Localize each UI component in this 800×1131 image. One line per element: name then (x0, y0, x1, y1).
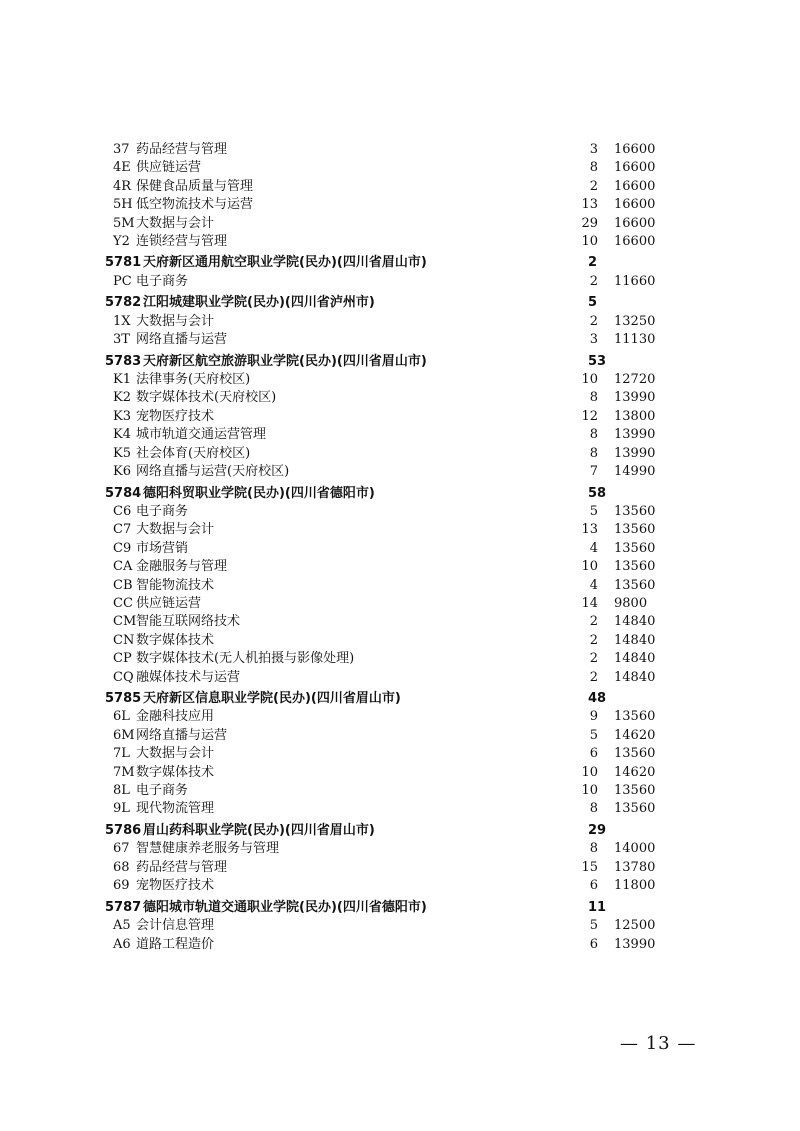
school-header (0, 690, 800, 708)
program-code: 69 (113, 878, 130, 894)
program-count: 13 (581, 197, 598, 213)
program-code: 5H (113, 197, 133, 213)
program-code: CP (113, 651, 132, 667)
program-count: 10 (581, 559, 598, 575)
program-count: 2 (589, 313, 598, 329)
page-number: — 13 — (620, 1033, 697, 1054)
program-row (0, 141, 800, 159)
program-row (0, 196, 800, 214)
program-row (0, 669, 800, 687)
school-name: 德阳城市轨道交通职业学院(民办)(四川省德阳市) (143, 899, 427, 915)
program-count: 2 (589, 651, 598, 667)
program-count: 8 (589, 445, 598, 461)
school-name: 天府新区信息职业学院(民办)(四川省眉山市) (143, 691, 401, 707)
program-count: 10 (581, 783, 598, 799)
program-name: 供应链运营 (136, 160, 202, 176)
program-name: 电子商务 (136, 273, 189, 289)
program-fee: 14000 (614, 841, 656, 857)
school-code: 5786 (105, 823, 142, 838)
program-row (0, 159, 800, 177)
program-fee: 13780 (614, 859, 656, 875)
school-header (0, 822, 800, 840)
program-name: 电子商务 (136, 783, 189, 799)
program-name: 大数据与会计 (136, 746, 215, 762)
program-fee: 13560 (614, 503, 656, 519)
program-row (0, 708, 800, 726)
school-code: 5784 (105, 485, 142, 501)
program-count: 2 (589, 632, 598, 648)
program-row (0, 859, 800, 877)
enrollment-plan-table (0, 141, 800, 954)
program-code: 68 (113, 859, 130, 875)
program-name: 宠物医疗技术 (136, 408, 215, 424)
program-count: 5 (589, 727, 598, 743)
school-code: 5787 (105, 899, 142, 915)
program-fee: 12500 (614, 918, 656, 934)
program-code: 5M (113, 215, 135, 231)
program-fee: 13560 (614, 540, 656, 556)
program-code: 8L (113, 783, 130, 799)
program-row (0, 595, 800, 613)
program-row (0, 558, 800, 576)
program-fee: 13560 (614, 522, 656, 538)
program-count: 8 (589, 160, 598, 176)
program-fee: 14990 (614, 464, 656, 480)
program-row (0, 650, 800, 668)
program-name: 网络直播与运营(天府校区) (136, 464, 290, 480)
program-code: K1 (113, 372, 131, 388)
program-row (0, 540, 800, 558)
program-count: 14 (581, 595, 598, 611)
school-count: 58 (588, 485, 607, 501)
program-code: CB (113, 577, 133, 593)
program-fee: 13560 (614, 801, 656, 817)
school-count: 2 (588, 255, 598, 271)
school-count: 53 (588, 353, 607, 369)
program-name: 道路工程造价 (136, 936, 215, 952)
program-code: CC (113, 595, 133, 611)
program-fee: 16600 (614, 197, 656, 213)
program-count: 5 (589, 503, 598, 519)
program-fee: 16600 (614, 215, 656, 231)
program-count: 7 (589, 464, 598, 480)
program-fee: 14620 (614, 727, 656, 743)
program-code: K5 (113, 445, 131, 461)
program-row (0, 764, 800, 782)
program-row (0, 178, 800, 196)
program-fee: 14620 (614, 764, 656, 780)
school-name: 天府新区航空旅游职业学院(民办)(四川省眉山市) (143, 353, 427, 369)
school-code: 5782 (105, 295, 142, 311)
program-row (0, 727, 800, 745)
program-code: A6 (113, 936, 131, 952)
program-fee: 11660 (614, 273, 656, 289)
program-fee: 13560 (614, 783, 656, 799)
program-name: 大数据与会计 (136, 522, 215, 538)
program-count: 12 (581, 408, 598, 424)
program-count: 6 (589, 746, 598, 762)
program-name: 会计信息管理 (136, 918, 215, 934)
program-row (0, 840, 800, 858)
program-row (0, 577, 800, 595)
program-row (0, 632, 800, 650)
program-name: 连锁经营与管理 (136, 233, 228, 249)
program-count: 6 (589, 936, 598, 952)
program-code: 1X (113, 313, 131, 329)
program-name: 数字媒体技术 (136, 764, 215, 780)
program-code: C6 (113, 503, 132, 519)
program-fee: 11130 (614, 332, 656, 348)
program-count: 2 (589, 178, 598, 194)
program-fee: 11800 (614, 878, 656, 894)
program-count: 10 (581, 372, 598, 388)
program-row (0, 331, 800, 349)
school-code: 5785 (105, 691, 142, 707)
program-name: 智能互联网络技术 (136, 614, 241, 630)
school-header (0, 899, 800, 917)
program-code: 6L (113, 709, 130, 725)
program-name: 大数据与会计 (136, 313, 215, 329)
program-fee: 14840 (614, 632, 656, 648)
program-fee: 12720 (614, 372, 656, 388)
program-fee: 13560 (614, 577, 656, 593)
program-row (0, 877, 800, 895)
program-fee: 13990 (614, 390, 656, 406)
program-name: 网络直播与运营 (136, 332, 228, 348)
program-name: 保健食品质量与管理 (136, 178, 254, 194)
program-name: 社会体育(天府校区) (136, 445, 251, 461)
program-fee: 13560 (614, 709, 656, 725)
program-count: 13 (581, 522, 598, 538)
program-count: 2 (589, 273, 598, 289)
program-count: 2 (589, 669, 598, 685)
program-code: 7L (113, 746, 130, 762)
program-fee: 14840 (614, 614, 656, 630)
school-header (0, 254, 800, 272)
program-row (0, 273, 800, 291)
program-row (0, 426, 800, 444)
program-name: 市场营销 (136, 540, 189, 556)
program-name: 数字媒体技术(无人机拍摄与影像处理) (136, 651, 355, 667)
school-header (0, 294, 800, 312)
program-row (0, 613, 800, 631)
program-row (0, 233, 800, 251)
school-header (0, 353, 800, 371)
program-code: CN (113, 632, 135, 648)
program-row (0, 313, 800, 331)
program-code: K6 (113, 464, 131, 480)
program-row (0, 782, 800, 800)
program-count: 5 (589, 918, 598, 934)
program-fee: 13560 (614, 559, 656, 575)
program-row (0, 389, 800, 407)
program-fee: 13560 (614, 746, 656, 762)
program-fee: 16600 (614, 178, 656, 194)
school-name: 天府新区通用航空职业学院(民办)(四川省眉山市) (143, 255, 427, 271)
program-code: 9L (113, 801, 130, 817)
program-name: 药品经营与管理 (136, 142, 228, 157)
program-code: 4R (113, 178, 132, 194)
program-fee: 13800 (614, 408, 656, 424)
program-fee: 13990 (614, 427, 656, 443)
program-code: CM (113, 614, 137, 630)
program-code: PC (113, 273, 132, 289)
program-count: 15 (581, 859, 598, 875)
program-code: 7M (113, 764, 135, 780)
program-count: 2 (589, 614, 598, 630)
program-count: 8 (589, 841, 598, 857)
program-row (0, 503, 800, 521)
program-count: 8 (589, 427, 598, 443)
school-name: 江阳城建职业学院(民办)(四川省泸州市) (143, 295, 375, 311)
program-code: CA (113, 559, 133, 575)
school-count: 48 (588, 691, 607, 707)
program-name: 城市轨道交通运营管理 (136, 427, 267, 443)
program-name: 供应链运营 (136, 595, 202, 611)
program-count: 6 (589, 878, 598, 894)
program-count: 29 (581, 215, 598, 231)
program-row (0, 936, 800, 954)
program-name: 网络直播与运营 (136, 727, 228, 743)
program-code: 6M (113, 727, 135, 743)
program-row (0, 215, 800, 233)
program-count: 10 (581, 233, 598, 249)
program-fee: 13990 (614, 936, 656, 952)
program-name: 法律事务(天府校区) (136, 372, 251, 388)
program-code: Y2 (113, 233, 130, 249)
program-name: 金融科技应用 (136, 709, 215, 725)
program-code: K3 (113, 408, 131, 424)
program-count: 4 (589, 540, 598, 556)
program-name: 低空物流技术与运营 (136, 197, 254, 213)
program-name: 智能物流技术 (136, 577, 215, 593)
program-count: 8 (589, 390, 598, 406)
program-code: A5 (113, 918, 131, 934)
program-code: 3T (113, 332, 130, 348)
program-fee: 16600 (614, 233, 656, 249)
program-fee: 13990 (614, 445, 656, 461)
program-code: 37 (113, 142, 130, 157)
program-fee: 9800 (614, 595, 648, 611)
program-code: C9 (113, 540, 132, 556)
program-name: 数字媒体技术 (136, 632, 215, 648)
program-row (0, 371, 800, 389)
program-name: 大数据与会计 (136, 215, 215, 231)
program-code: 4E (113, 160, 131, 176)
program-code: 67 (113, 841, 130, 857)
program-name: 药品经营与管理 (136, 859, 228, 875)
program-count: 3 (589, 142, 598, 157)
program-count: 10 (581, 764, 598, 780)
program-name: 融媒体技术与运营 (136, 669, 241, 685)
program-row (0, 745, 800, 763)
program-fee: 13250 (614, 313, 656, 329)
program-code: C7 (113, 522, 132, 538)
program-code: CQ (113, 669, 134, 685)
school-count: 5 (588, 295, 598, 311)
school-name: 眉山药科职业学院(民办)(四川省眉山市) (143, 823, 375, 838)
program-fee: 14840 (614, 669, 656, 685)
school-count: 11 (588, 899, 607, 915)
program-fee: 16600 (614, 160, 656, 176)
school-code: 5783 (105, 353, 142, 369)
school-code: 5781 (105, 255, 142, 271)
program-row (0, 445, 800, 463)
program-row (0, 521, 800, 539)
program-fee: 16600 (614, 142, 656, 157)
program-name: 数字媒体技术(天府校区) (136, 390, 277, 406)
school-header (0, 485, 800, 503)
program-count: 9 (589, 709, 598, 725)
program-row (0, 800, 800, 818)
program-row (0, 408, 800, 426)
program-count: 3 (589, 332, 598, 348)
program-name: 智慧健康养老服务与管理 (136, 841, 280, 857)
program-row (0, 463, 800, 481)
school-count: 29 (588, 823, 607, 838)
program-name: 电子商务 (136, 503, 189, 519)
school-name: 德阳科贸职业学院(民办)(四川省德阳市) (143, 485, 375, 501)
program-code: K4 (113, 427, 131, 443)
program-count: 4 (589, 577, 598, 593)
program-row (0, 917, 800, 935)
program-name: 宠物医疗技术 (136, 878, 215, 894)
program-name: 金融服务与管理 (136, 559, 228, 575)
program-count: 8 (589, 801, 598, 817)
program-code: K2 (113, 390, 131, 406)
program-name: 现代物流管理 (136, 801, 215, 817)
program-fee: 14840 (614, 651, 656, 667)
